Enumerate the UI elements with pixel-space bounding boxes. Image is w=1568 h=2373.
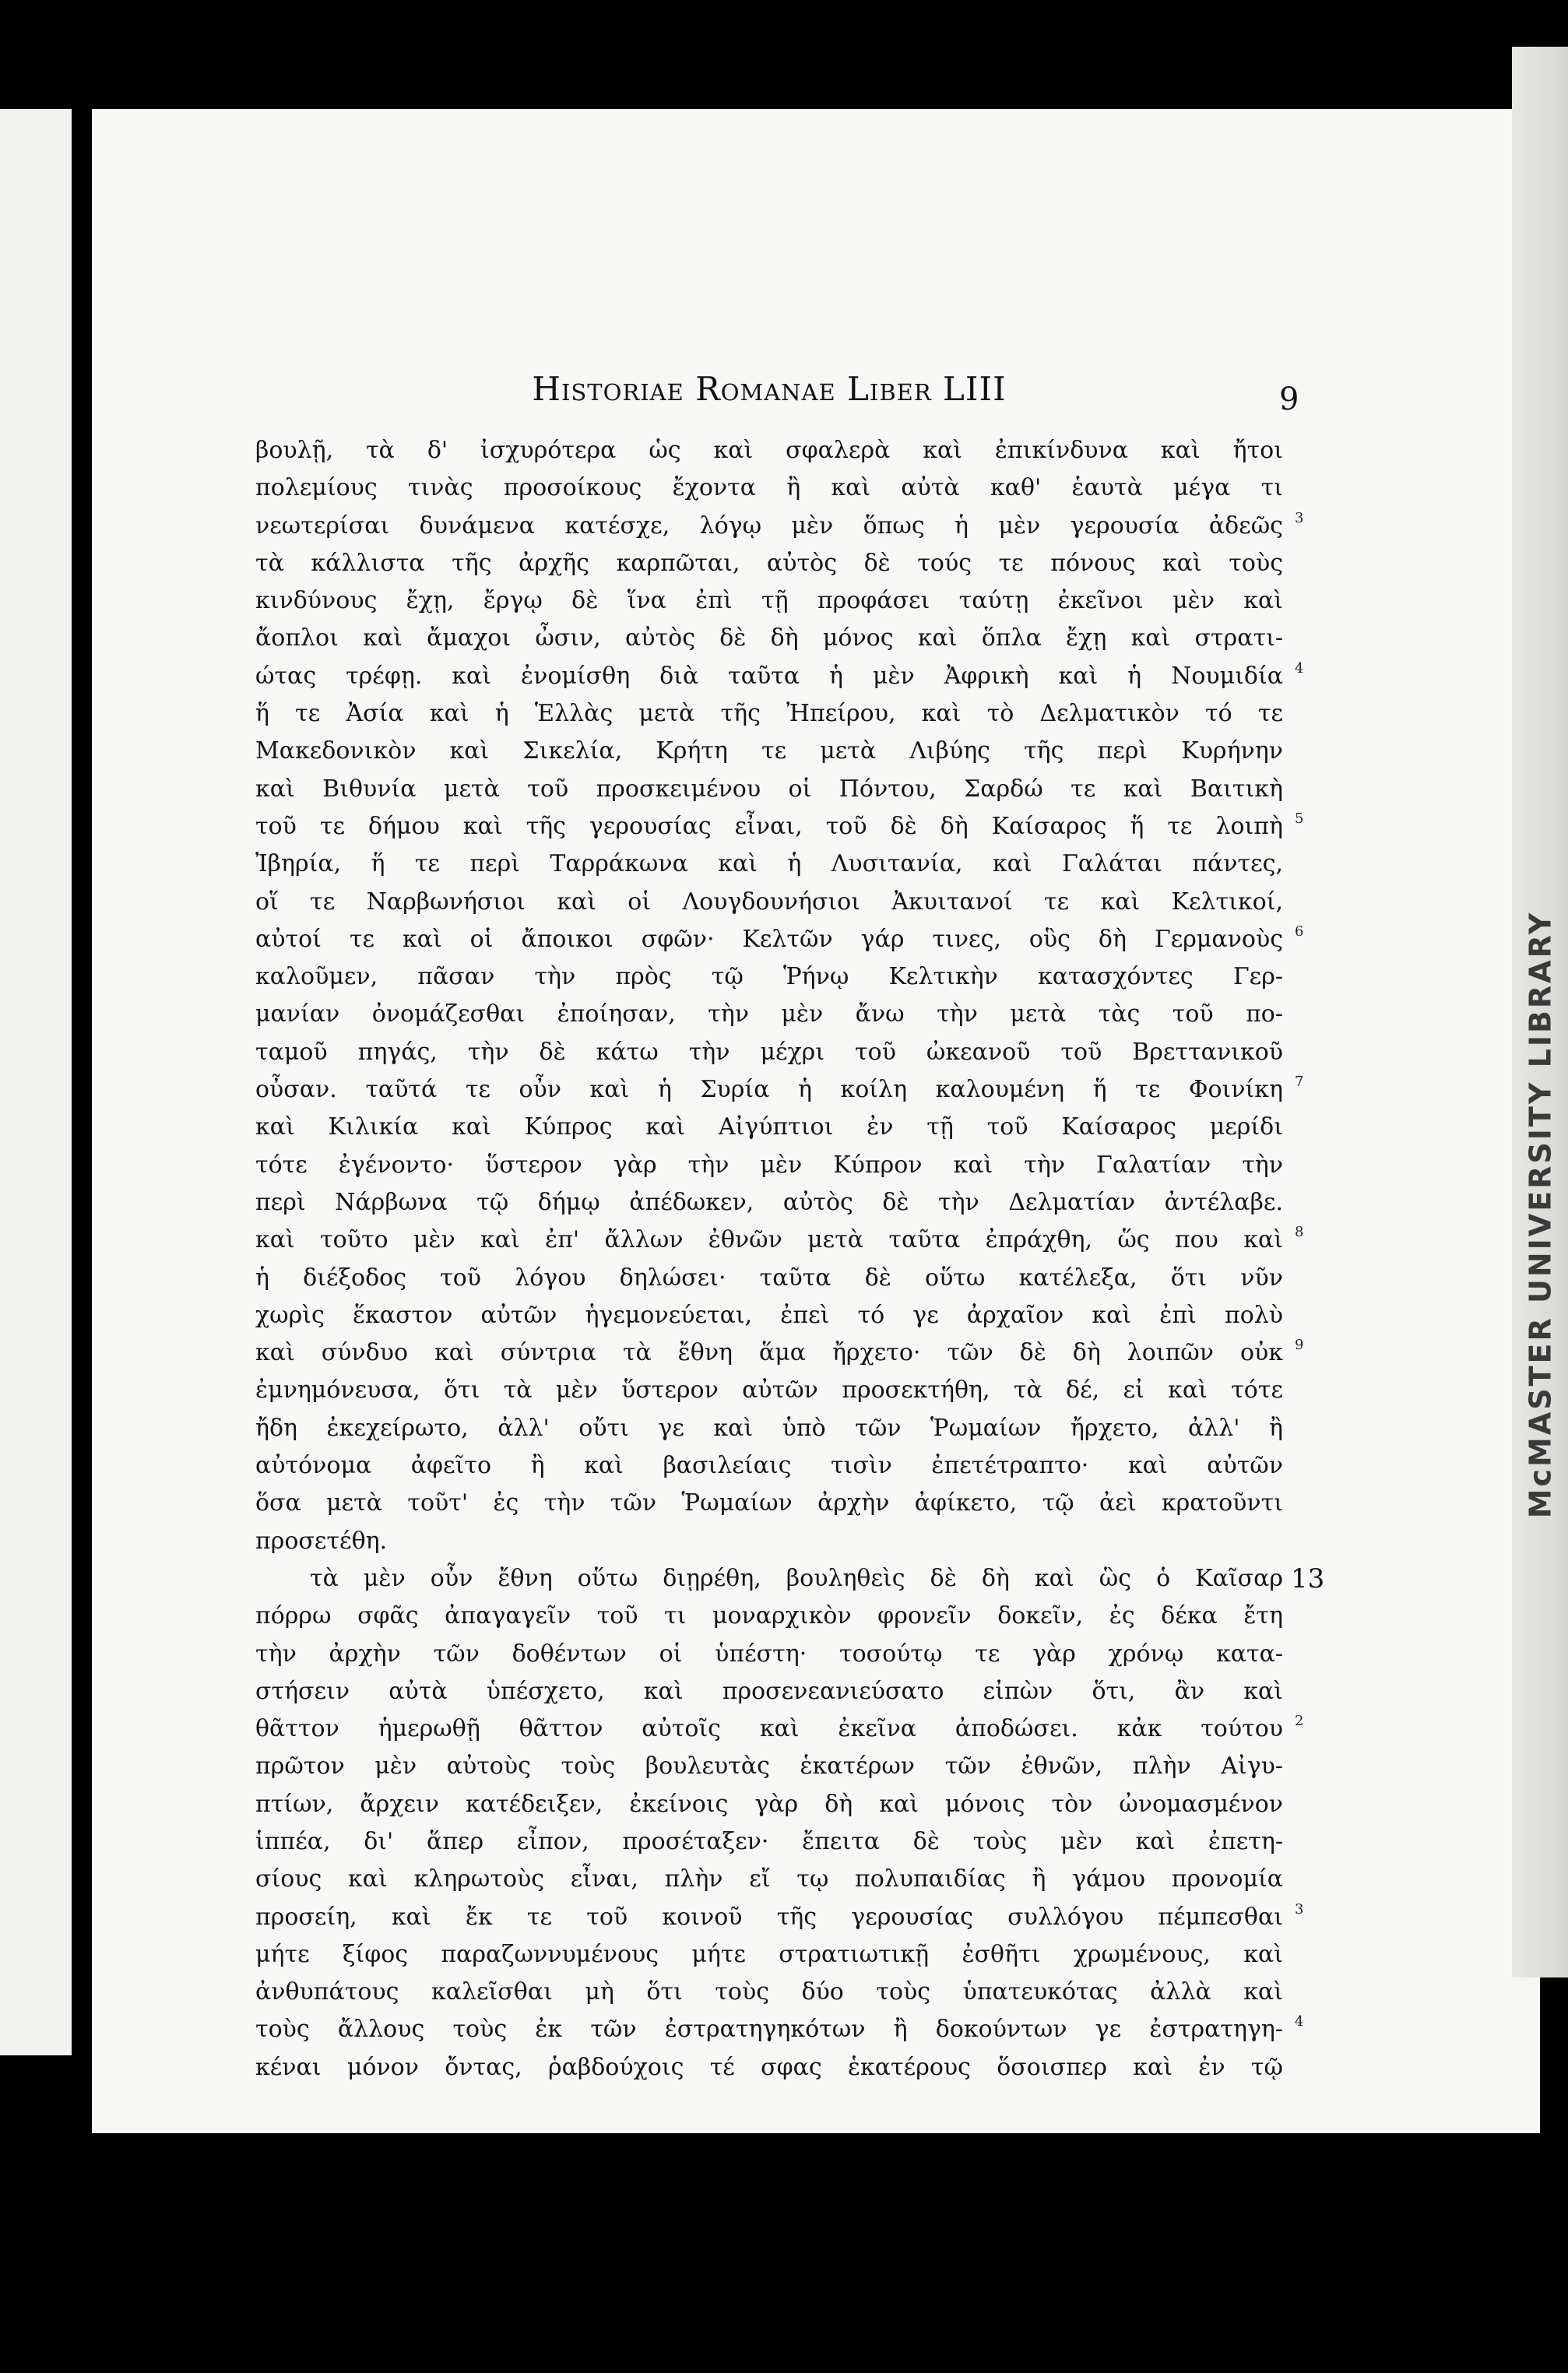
text-line [255, 1974, 1283, 2011]
text-line [255, 1410, 1283, 1447]
text-line [255, 1184, 1283, 1222]
line-text: τοὺς ἄλλους τοὺς ἐκ τῶν ἐστρατηγηκότων ἢ δοκούντων γε ἐστρατηγη- [255, 2016, 1283, 2044]
line-text: σίους καὶ κληρωτοὺς εἶναι, πλὴν εἴ τῳ πολυπαιδίας ἢ γάμου προνομία [255, 1865, 1283, 1893]
text-line [255, 808, 1304, 845]
text-line [255, 695, 1283, 733]
section-number: 2 [1295, 1713, 1304, 1730]
line-text: πρῶτον μὲν αὐτοὺς τοὺς βουλευτὰς ἑκατέρων τῶν ἐθνῶν, πλὴν Αἰγυ- [255, 1753, 1283, 1781]
line-text: χωρὶς ἕκαστον αὐτῶν ἡγεμονεύεται, ἐπεὶ τό γε ἀρχαῖον καὶ ἐπὶ πολὺ [255, 1301, 1283, 1329]
text-line [255, 1710, 1304, 1748]
line-text: καὶ τοῦτο μὲν καὶ ἐπ' ἄλλων ἐθνῶν μετὰ ταῦτα ἐπράχθη, ὥς που καὶ [255, 1226, 1283, 1254]
text-line [255, 1297, 1283, 1334]
section-number: 3 [1295, 1900, 1304, 1918]
section-number: 4 [1295, 659, 1304, 677]
text-line [255, 1222, 1304, 1259]
line-text: τότε ἐγένοντο· ὕστερον γὰρ τὴν μὲν Κύπρον καὶ τὴν Γαλατίαν τὴν [255, 1151, 1283, 1179]
page-number: 9 [1279, 381, 1299, 417]
text-line [255, 545, 1283, 582]
text-line [255, 1560, 1325, 1598]
line-text: μήτε ξίφος παραζωννυμένους μήτε στρατιωτικῇ ἐσθῆτι χρωμένους, καὶ [255, 1940, 1283, 1968]
line-text: ἡ διέξοδος τοῦ λόγου δηλώσει· ταῦτα δὲ οὕτω κατέλεξα, ὅτι νῦν [255, 1264, 1283, 1292]
text-line [255, 1147, 1283, 1184]
line-text: περὶ Νάρβωνα τῷ δήμῳ ἀπέδωκεν, αὐτὸς δὲ τὴν Δελματίαν ἀντέλαβε. [255, 1188, 1283, 1216]
line-text: τὰ μὲν οὖν ἔθνη οὕτω διῃρέθη, βουληθεὶς δὲ δὴ καὶ ὣς ὁ Καῖσαρ [310, 1564, 1283, 1592]
line-text: τοῦ τε δήμου καὶ τῆς γερουσίας εἶναι, τοῦ δὲ δὴ Καίσαρος ἥ τε λοιπὴ [255, 812, 1283, 840]
line-text: καλοῦμεν, πᾶσαν τὴν πρὸς τῷ Ῥήνῳ Κελτικὴν κατασχόντες Γερ- [255, 963, 1283, 991]
text-line [255, 845, 1283, 883]
text-line [255, 996, 1283, 1033]
section-number: 5 [1295, 810, 1304, 827]
section-number: 6 [1295, 923, 1304, 940]
line-text: Μακεδονικὸν καὶ Σικελία, Κρήτη τε μετὰ Λιβύης τῆς περὶ Κυρήνην [255, 737, 1283, 765]
text-line [255, 1748, 1283, 1785]
section-number: 3 [1295, 509, 1304, 526]
line-text: οἵ τε Ναρβωνήσιοι καὶ οἱ Λουγδουνήσιοι Ἀκυιτανοί τε καὶ Κελτικοί, [255, 888, 1283, 916]
line-text: Ἰβηρία, ἥ τε περὶ Ταρράκωνα καὶ ἡ Λυσιτανία, καὶ Γαλάται πάντες, [255, 850, 1283, 878]
section-number: 9 [1295, 1337, 1304, 1354]
line-text: αὐτοί τε καὶ οἱ ἄποικοι σφῶν· Κελτῶν γάρ τινες, οὓς δὴ Γερμανοὺς [255, 925, 1283, 953]
text-line [255, 1861, 1283, 1898]
section-number: 8 [1295, 1224, 1304, 1241]
line-text: πολεμίους τινὰς προσοίκους ἔχοντα ἢ καὶ αὐτὰ καθ' ἑαυτὰ μέγα τι [255, 474, 1283, 502]
line-text: κινδύνους ἔχῃ, ἔργῳ δὲ ἵνα ἐπὶ τῇ προφάσει ταύτῃ ἐκεῖνοι μὲν καὶ [255, 587, 1283, 615]
line-text: πτίων, ἄρχειν κατέδειξεν, ἐκείνοις γὰρ δὴ καὶ μόνοις τὸν ὠνομασμένον [255, 1790, 1283, 1818]
text-line [255, 508, 1304, 545]
text-line [255, 1260, 1283, 1297]
library-stamp [1521, 747, 1559, 1682]
text-line [255, 1447, 1283, 1485]
text-line [255, 1598, 1283, 1635]
library-stamp-text: McMASTER UNIVERSITY LIBRARY [1523, 910, 1557, 1519]
library-stamp-strip [1512, 47, 1568, 1977]
running-head: Historiae Romanae Liber LIII [532, 370, 1007, 408]
text-line [255, 1673, 1283, 1710]
text-line [255, 1523, 1283, 1560]
text-line [255, 884, 1283, 921]
line-text: ἥ τε Ἀσία καὶ ἡ Ἑλλὰς μετὰ τῆς Ἠπείρου, καὶ τὸ Δελματικὸν τό τε [255, 700, 1283, 728]
line-text: ώτας τρέφῃ. καὶ ἐνομίσθη διὰ ταῦτα ἡ μὲν Ἀφρικὴ καὶ ἡ Νουμιδία [255, 662, 1283, 690]
text-line [255, 620, 1283, 657]
line-text: μανίαν ὀνομάζεσθαι ἐποίησαν, τὴν μὲν ἄνω τὴν μετὰ τὰς τοῦ πο- [255, 1000, 1283, 1028]
section-number: 7 [1295, 1074, 1304, 1091]
line-text: καὶ Κιλικία καὶ Κύπρος καὶ Αἰγύπτιοι ἐν τῇ τοῦ Καίσαρος μερίδι [255, 1113, 1283, 1141]
line-text: προσείη, καὶ ἔκ τε τοῦ κοινοῦ τῆς γερουσίας συλλόγου πέμπεσθαι [255, 1903, 1283, 1931]
line-text: ἀνθυπάτους καλεῖσθαι μὴ ὅτι τοὺς δύο τοὺς ὑπατευκότας ἀλλὰ καὶ [255, 1978, 1283, 2006]
text-line [255, 1899, 1304, 1936]
line-text: καὶ σύνδυο καὶ σύντρια τὰ ἔθνη ἅμα ἤρχετο· τῶν δὲ δὴ λοιπῶν οὐκ [255, 1339, 1283, 1367]
line-text: τὴν ἀρχὴν τῶν δοθέντων οἱ ὑπέστη· τοσούτῳ τε γὰρ χρόνῳ κατα- [255, 1640, 1283, 1668]
text-line [255, 958, 1283, 996]
text-line [255, 582, 1283, 620]
body-text [255, 432, 1325, 2086]
line-text: πόρρω σφᾶς ἀπαγαγεῖν τοῦ τι μοναρχικὸν φρονεῖν δοκεῖν, ἐς δέκα ἔτη [255, 1602, 1283, 1630]
text-line [255, 469, 1283, 507]
line-text: ταμοῦ πηγάς, τὴν δὲ κάτω τὴν μέχρι τοῦ ὠκεανοῦ τοῦ Βρεττανικοῦ [255, 1038, 1283, 1066]
line-text: ἄοπλοι καὶ ἄμαχοι ὦσιν, αὐτὸς δὲ δὴ μόνος καὶ ὅπλα ἔχῃ καὶ στρατι- [255, 624, 1283, 652]
line-text: ἐμνημόνευσα, ὅτι τὰ μὲν ὕστερον αὐτῶν προσεκτήθη, τὰ δέ, εἰ καὶ τότε [255, 1376, 1283, 1404]
text-line [255, 771, 1283, 808]
line-text: θᾶττον ἡμερωθῇ θᾶττον αὐτοῖς καὶ ἐκεῖνα ἀποδώσει. κἀκ τούτου [255, 1715, 1283, 1743]
text-line [255, 1485, 1283, 1522]
line-text: καὶ Βιθυνία μετὰ τοῦ προσκειμένου οἱ Πόντου, Σαρδώ τε καὶ Βαιτικὴ [255, 775, 1283, 803]
text-line [255, 658, 1304, 695]
facing-page-edge [0, 109, 72, 2055]
text-line [255, 1109, 1283, 1146]
text-line [255, 1372, 1283, 1409]
line-text: ὅσα μετὰ τοῦτ' ἐς τὴν τῶν Ῥωμαίων ἀρχὴν ἀφίκετο, τῷ ἀεὶ κρατοῦντι [255, 1489, 1283, 1517]
text-line [255, 1071, 1304, 1109]
text-line [255, 1334, 1304, 1372]
line-text: προσετέθη. [255, 1527, 388, 1555]
line-text: τὰ κάλλιστα τῆς ἀρχῆς καρπῶται, αὐτὸς δὲ τούς τε πόνους καὶ τοὺς [255, 549, 1283, 577]
chapter-number: 13 [1291, 1563, 1325, 1594]
line-text: κέναι μόνον ὄντας, ῥαβδούχοις τέ σφας ἑκατέρους ὅσοισπερ καὶ ἐν τῷ [255, 2053, 1283, 2081]
line-text: στήσειν αὐτὰ ὑπέσχετο, καὶ προσενεανιεύσατο εἰπὼν ὅτι, ἂν καὶ [255, 1677, 1283, 1705]
text-line [255, 1034, 1283, 1071]
text-line [255, 1823, 1283, 1861]
book-page [92, 109, 1540, 2133]
line-text: αὐτόνομα ἀφεῖτο ἢ καὶ βασιλείαις τισὶν ἐπετέτραπτο· καὶ αὐτῶν [255, 1452, 1283, 1480]
text-line [255, 733, 1283, 770]
line-text: ἱππέα, δι' ἅπερ εἶπον, προσέταξεν· ἔπειτα δὲ τοὺς μὲν καὶ ἐπετη- [255, 1827, 1283, 1855]
text-line [255, 921, 1304, 958]
text-line [255, 1786, 1283, 1823]
section-number: 4 [1295, 2013, 1304, 2030]
line-text: βουλῇ, τὰ δ' ἰσχυρότερα ὡς καὶ σφαλερὰ καὶ ἐπικίνδυνα καὶ ἤτοι [255, 437, 1283, 464]
line-text: νεωτερίσαι δυνάμενα κατέσχε, λόγῳ μὲν ὅπως ἡ μὲν γερουσία ἀδεῶς [255, 512, 1283, 540]
line-text: οὖσαν. ταῦτά τε οὖν καὶ ἡ Συρία ἡ κοίλη καλουμένη ἥ τε Φοινίκη [255, 1076, 1283, 1104]
text-line [255, 432, 1283, 469]
text-line [255, 2049, 1283, 2086]
line-text: ἤδη ἐκεχείρωτο, ἀλλ' οὔτι γε καὶ ὑπὸ τῶν Ῥωμαίων ἤρχετο, ἀλλ' ἢ [255, 1414, 1283, 1442]
text-line [255, 1936, 1283, 1974]
text-line [255, 2011, 1304, 2048]
text-line [255, 1636, 1283, 1673]
